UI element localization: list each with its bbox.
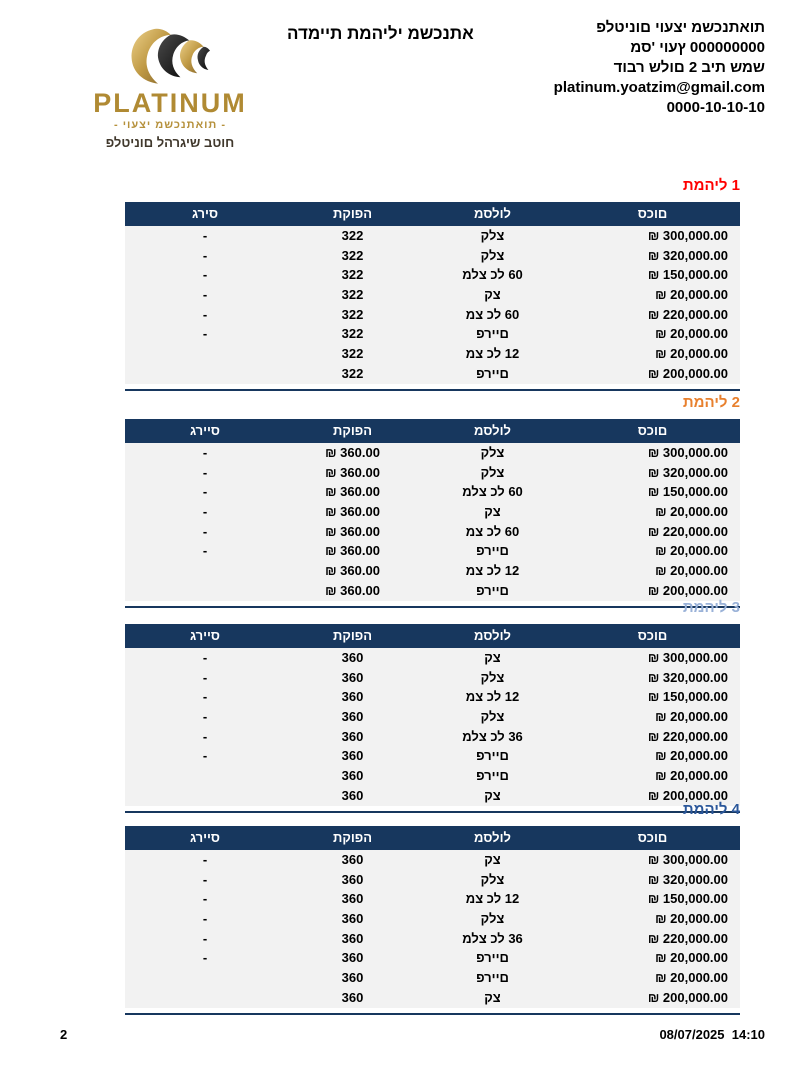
- grace-cell: -: [202, 748, 208, 764]
- track-cell: פריים: [476, 970, 509, 986]
- amount-cell: ₪ 20,000.00: [655, 326, 728, 342]
- period-cell: 322: [341, 326, 364, 342]
- track-cell: קלצ: [480, 445, 505, 460]
- table-row: [125, 285, 740, 305]
- grace-cell: -: [202, 306, 208, 322]
- amount-cell: ₪ 300,000.00: [647, 650, 728, 665]
- period-cell: ₪ 360.00: [325, 504, 380, 520]
- table-row: [125, 561, 740, 581]
- period-cell: 322: [341, 287, 364, 303]
- amount-cell: ₪ 200,000.00: [647, 582, 728, 598]
- period-cell: 360: [341, 930, 364, 946]
- column-header: סכום: [637, 830, 668, 845]
- track-cell: קלצ: [480, 871, 505, 887]
- period-cell: ₪ 360.00: [325, 543, 380, 559]
- amount-cell: ₪ 20,000.00: [655, 970, 728, 986]
- table-row: [125, 889, 740, 909]
- grace-cell: -: [202, 911, 208, 927]
- track-cell: קצ: [484, 287, 501, 303]
- grace-cell: [125, 561, 285, 581]
- table-row: [125, 482, 740, 502]
- table-title: תמהיל 4: [682, 801, 740, 818]
- table-row: [125, 870, 740, 890]
- grace-cell: -: [202, 228, 208, 243]
- period-cell: 360: [341, 787, 364, 803]
- grace-cell: [125, 988, 285, 1008]
- track-cell: מצ כל 12: [465, 563, 520, 579]
- logo-swirl-icon: [129, 26, 211, 90]
- company-logo: [75, 24, 265, 150]
- amount-cell: ₪ 20,000.00: [655, 709, 728, 725]
- period-cell: ₪ 360.00: [325, 563, 380, 579]
- table-title: תמהיל 1: [682, 177, 740, 194]
- amount-cell: ₪ 200,000.00: [647, 989, 728, 1005]
- track-cell: מצ כל 60: [465, 306, 520, 322]
- amount-cell: ₪ 20,000.00: [655, 543, 728, 559]
- table-bottom-rule: [125, 389, 740, 391]
- period-cell: 322: [341, 346, 364, 362]
- period-cell: 360: [341, 748, 364, 764]
- amount-cell: ₪ 220,000.00: [647, 930, 728, 946]
- table-row: [125, 463, 740, 483]
- track-cell: פריים: [476, 768, 509, 784]
- amount-cell: ₪ 220,000.00: [647, 306, 728, 322]
- grace-cell: -: [202, 891, 208, 907]
- amount-cell: ₪ 320,000.00: [647, 247, 728, 263]
- period-cell: 360: [341, 768, 364, 784]
- grace-cell: [125, 344, 285, 364]
- amount-cell: ₪ 200,000.00: [647, 365, 728, 381]
- grace-cell: [125, 766, 285, 786]
- table-row: [125, 746, 740, 766]
- track-cell: קלצ: [480, 709, 505, 725]
- table-title: תמהיל 2: [682, 394, 740, 411]
- period-cell: 322: [341, 228, 364, 243]
- table-row: [125, 727, 740, 747]
- table-row: [125, 246, 740, 266]
- grace-cell: -: [202, 950, 208, 966]
- amount-cell: ₪ 20,000.00: [655, 346, 728, 362]
- track-cell: קלצ: [480, 911, 505, 927]
- track-cell: פריים: [476, 582, 509, 598]
- grace-cell: -: [202, 930, 208, 946]
- table-row: [125, 687, 740, 707]
- table-row: [125, 344, 740, 364]
- amount-cell: ₪ 20,000.00: [655, 287, 728, 303]
- period-cell: ₪ 360.00: [325, 445, 380, 460]
- period-cell: ₪ 360.00: [325, 523, 380, 539]
- track-cell: פריים: [476, 543, 509, 559]
- period-cell: 360: [341, 911, 364, 927]
- column-header: מסלול: [474, 423, 511, 438]
- amount-cell: ₪ 20,000.00: [655, 563, 728, 579]
- track-cell: קצ: [484, 852, 501, 867]
- track-cell: פריים: [476, 365, 509, 381]
- table-row: [125, 324, 740, 344]
- amount-cell: ₪ 320,000.00: [647, 464, 728, 480]
- column-header: סכום: [637, 423, 668, 438]
- table-row: [125, 541, 740, 561]
- table-header-row: [125, 624, 740, 648]
- track-cell: קלצ: [480, 247, 505, 263]
- table-row: [125, 522, 740, 542]
- contact-phone: 0000-10-10-10: [666, 99, 765, 116]
- amount-cell: ₪ 20,000.00: [655, 504, 728, 520]
- mix-table-section: [125, 800, 740, 1015]
- period-cell: 360: [341, 950, 364, 966]
- grace-cell: -: [202, 247, 208, 263]
- table-row: [125, 265, 740, 285]
- table-header-row: [125, 826, 740, 850]
- period-cell: 360: [341, 650, 364, 665]
- amount-cell: ₪ 150,000.00: [647, 267, 728, 283]
- table-row: [125, 707, 740, 727]
- track-cell: מלצ כל 36: [462, 728, 523, 744]
- grace-cell: -: [202, 543, 208, 559]
- track-cell: קלצ: [480, 669, 505, 685]
- amount-cell: ₪ 20,000.00: [655, 768, 728, 784]
- period-cell: 360: [341, 689, 364, 705]
- amount-cell: ₪ 300,000.00: [647, 852, 728, 867]
- period-cell: 360: [341, 871, 364, 887]
- period-cell: 322: [341, 267, 364, 283]
- amount-cell: ₪ 150,000.00: [647, 484, 728, 500]
- track-cell: מצ כל 60: [465, 523, 520, 539]
- amount-cell: ₪ 200,000.00: [647, 787, 728, 803]
- table-row: [125, 305, 740, 325]
- period-cell: 322: [341, 247, 364, 263]
- track-cell: פריים: [476, 326, 509, 342]
- table-row: [125, 668, 740, 688]
- amount-cell: ₪ 150,000.00: [647, 891, 728, 907]
- period-cell: 360: [341, 728, 364, 744]
- period-cell: 360: [341, 852, 364, 867]
- track-cell: קלצ: [480, 464, 505, 480]
- track-cell: מצ כל 12: [465, 346, 520, 362]
- track-cell: פריים: [476, 950, 509, 966]
- table-row: [125, 502, 740, 522]
- period-cell: ₪ 360.00: [325, 582, 380, 598]
- amount-cell: ₪ 20,000.00: [655, 911, 728, 927]
- mix-table-section: [125, 176, 740, 391]
- grace-cell: -: [202, 523, 208, 539]
- amount-cell: ₪ 20,000.00: [655, 950, 728, 966]
- table-header-row: [125, 419, 740, 443]
- amount-cell: ₪ 300,000.00: [647, 445, 728, 460]
- period-cell: 360: [341, 970, 364, 986]
- column-header: מסלול: [474, 628, 511, 643]
- table-row: [125, 968, 740, 988]
- period-cell: ₪ 360.00: [325, 484, 380, 500]
- table-row: [125, 766, 740, 786]
- track-cell: קצ: [484, 504, 501, 520]
- amount-cell: ₪ 300,000.00: [647, 228, 728, 243]
- column-header: גרייס: [190, 423, 220, 438]
- grace-cell: -: [202, 669, 208, 685]
- table-bottom-rule: [125, 1013, 740, 1015]
- column-header: מסלול: [474, 830, 511, 845]
- period-cell: 322: [341, 365, 364, 381]
- period-cell: 322: [341, 306, 364, 322]
- grace-cell: -: [202, 326, 208, 342]
- contact-email: platinum.yoatzim@gmail.com: [553, 79, 765, 96]
- mix-table-section: [125, 598, 740, 813]
- track-cell: מצ כל 12: [465, 891, 520, 907]
- grace-cell: -: [202, 852, 208, 867]
- grace-cell: -: [202, 445, 208, 460]
- amount-cell: ₪ 220,000.00: [647, 728, 728, 744]
- brand-slogan: פלטינום להרגיש בטוח: [105, 135, 235, 150]
- print-datetime: 08/07/2025 14:10: [659, 1027, 765, 1042]
- grace-cell: -: [202, 689, 208, 705]
- table-header-row: [125, 202, 740, 226]
- column-header: גרייס: [190, 830, 220, 845]
- column-header: מסלול: [474, 206, 511, 221]
- table-row: [125, 929, 740, 949]
- column-header: גרייס: [190, 628, 220, 643]
- table-title: תמהיל 3: [682, 599, 740, 616]
- column-header: תקופה: [332, 628, 372, 643]
- amount-cell: ₪ 320,000.00: [647, 669, 728, 685]
- grace-cell: -: [202, 287, 208, 303]
- column-header: תקופה: [332, 206, 372, 221]
- grace-cell: [125, 364, 285, 384]
- track-cell: מלצ כל 36: [462, 930, 523, 946]
- brand-name: PLATINUM: [93, 88, 247, 118]
- mix-table-section: [125, 393, 740, 608]
- page-title: הדמיית תמהילי משכנתא: [287, 24, 474, 43]
- grace-cell: [125, 968, 285, 988]
- track-cell: מלצ כל 60: [462, 484, 523, 500]
- contact-company: פלטינום יועצי משכנתאות: [596, 19, 765, 36]
- track-cell: קלצ: [480, 228, 505, 243]
- column-header: תקופה: [332, 830, 372, 845]
- grace-cell: -: [202, 484, 208, 500]
- grace-cell: -: [202, 464, 208, 480]
- grace-cell: -: [202, 504, 208, 520]
- track-cell: קצ: [484, 787, 501, 803]
- column-header: סכום: [637, 206, 668, 221]
- contact-advisor-number: מס' יועץ 000000000: [630, 39, 765, 56]
- table-row: [125, 909, 740, 929]
- contact-block: [554, 18, 765, 118]
- track-cell: פריים: [476, 748, 509, 764]
- period-cell: 360: [341, 669, 364, 685]
- table-row: [125, 988, 740, 1008]
- grace-cell: -: [202, 728, 208, 744]
- grace-cell: -: [202, 650, 208, 665]
- track-cell: קצ: [484, 650, 501, 665]
- track-cell: קצ: [484, 989, 501, 1005]
- period-cell: 360: [341, 891, 364, 907]
- table-row: [125, 364, 740, 384]
- table-row: [125, 226, 740, 246]
- table-row: [125, 850, 740, 870]
- track-cell: מצ כל 12: [465, 689, 520, 705]
- grace-cell: -: [202, 267, 208, 283]
- page-number: 2: [60, 1027, 68, 1042]
- period-cell: 360: [341, 989, 364, 1005]
- grace-cell: -: [202, 871, 208, 887]
- table-row: [125, 648, 740, 668]
- table-row: [125, 443, 740, 463]
- period-cell: 360: [341, 709, 364, 725]
- amount-cell: ₪ 150,000.00: [647, 689, 728, 705]
- amount-cell: ₪ 320,000.00: [647, 871, 728, 887]
- table-row: [125, 948, 740, 968]
- amount-cell: ₪ 20,000.00: [655, 748, 728, 764]
- track-cell: מלצ כל 60: [462, 267, 523, 283]
- period-cell: ₪ 360.00: [325, 464, 380, 480]
- column-header: סכום: [637, 628, 668, 643]
- column-header: תקופה: [332, 423, 372, 438]
- brand-tagline: - יועצי משכנתאות -: [113, 119, 226, 131]
- contact-address: דובר שלום 2 בית שמש: [613, 59, 765, 76]
- grace-cell: -: [202, 709, 208, 725]
- column-header: גריס: [191, 206, 219, 221]
- amount-cell: ₪ 220,000.00: [647, 523, 728, 539]
